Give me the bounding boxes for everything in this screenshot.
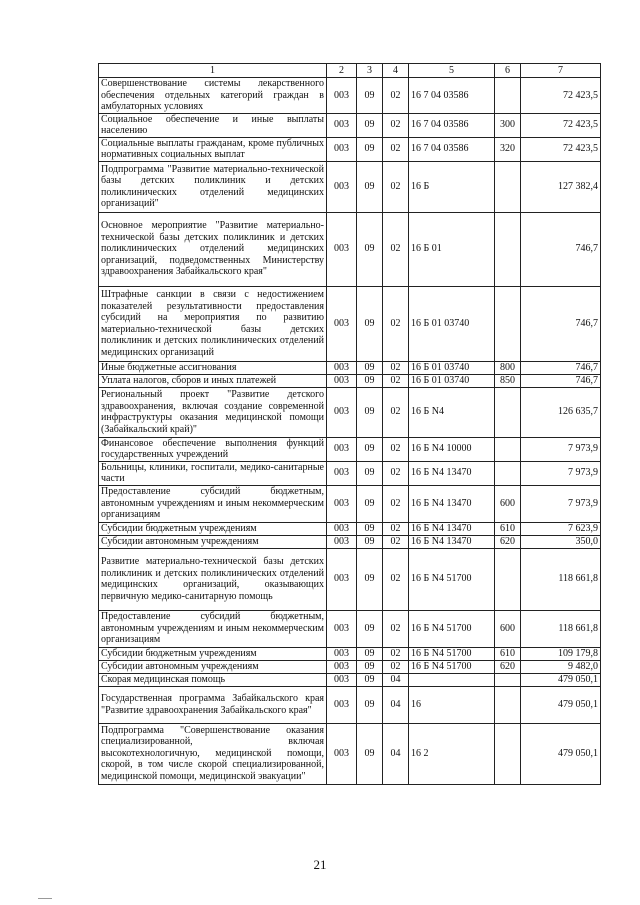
table-body (99, 78, 601, 785)
row-pr: 04 (383, 723, 409, 784)
row-csr: 16 Б 01 03740 (409, 286, 495, 361)
row-vr: 610 (495, 647, 521, 660)
row-vr: 320 (495, 137, 521, 161)
row-rz: 09 (357, 78, 383, 114)
row-vr: 620 (495, 660, 521, 673)
column-header-csr: 5 (409, 64, 495, 78)
row-ved: 003 (327, 673, 357, 686)
row-name: Финансовое обеспечение выполнения функций государственных учреждений (99, 437, 327, 461)
row-sum: 72 423,5 (521, 113, 601, 137)
row-ved: 003 (327, 137, 357, 161)
row-pr: 02 (383, 437, 409, 461)
row-rz: 09 (357, 137, 383, 161)
row-sum: 350,0 (521, 535, 601, 548)
row-sum: 118 661,8 (521, 610, 601, 647)
table-row (99, 137, 601, 161)
row-ved: 003 (327, 686, 357, 723)
row-vr (495, 161, 521, 212)
row-pr: 02 (383, 137, 409, 161)
row-pr: 02 (383, 286, 409, 361)
table-row (99, 161, 601, 212)
row-sum: 7 973,9 (521, 485, 601, 522)
column-header-rz: 3 (357, 64, 383, 78)
table-row (99, 647, 601, 660)
row-name: Штрафные санкции в связи с недостижением показателей результативности предоставления субсидий на мероприятия по развитию материально-технической базы детских поликлиник и детских поликлинических отделений медицинских организаций (99, 286, 327, 361)
row-sum: 7 623,9 (521, 522, 601, 535)
row-pr: 02 (383, 78, 409, 114)
row-pr: 04 (383, 686, 409, 723)
row-ved: 003 (327, 461, 357, 485)
column-header-ved: 2 (327, 64, 357, 78)
scan-mark (38, 898, 52, 899)
row-sum: 7 973,9 (521, 437, 601, 461)
table-row (99, 723, 601, 784)
row-pr: 02 (383, 461, 409, 485)
page-number: 21 (313, 857, 327, 872)
row-name: Субсидии бюджетным учреждениям (99, 647, 327, 660)
row-vr: 620 (495, 535, 521, 548)
row-csr: 16 Б N4 51700 (409, 548, 495, 610)
row-csr: 16 Б N4 13470 (409, 461, 495, 485)
row-csr: 16 Б N4 51700 (409, 610, 495, 647)
row-rz: 09 (357, 212, 383, 286)
row-sum: 746,7 (521, 286, 601, 361)
row-name: Региональный проект "Развитие детского здравоохранения, включая создание современной инфраструктуры оказания медицинской помощи (Забайкальский край)" (99, 387, 327, 437)
row-pr: 02 (383, 361, 409, 374)
row-sum: 9 482,0 (521, 660, 601, 673)
row-rz: 09 (357, 686, 383, 723)
table-row (99, 437, 601, 461)
row-csr: 16 7 04 03586 (409, 137, 495, 161)
row-ved: 003 (327, 361, 357, 374)
row-rz: 09 (357, 660, 383, 673)
row-name: Больницы, клиники, госпитали, медико-санитарные части (99, 461, 327, 485)
row-csr: 16 (409, 686, 495, 723)
row-rz: 09 (357, 374, 383, 387)
row-ved: 003 (327, 610, 357, 647)
row-pr: 04 (383, 673, 409, 686)
row-sum: 72 423,5 (521, 137, 601, 161)
row-csr (409, 673, 495, 686)
row-name: Иные бюджетные ассигнования (99, 361, 327, 374)
row-csr: 16 2 (409, 723, 495, 784)
row-ved: 003 (327, 522, 357, 535)
row-rz: 09 (357, 387, 383, 437)
row-vr (495, 78, 521, 114)
row-rz: 09 (357, 723, 383, 784)
column-header-name: 1 (99, 64, 327, 78)
row-pr: 02 (383, 610, 409, 647)
row-ved: 003 (327, 286, 357, 361)
row-name: Совершенствование системы лекарственного обеспечения отдельных категорий граждан в амбулаторных условиях (99, 78, 327, 114)
row-sum: 127 382,4 (521, 161, 601, 212)
row-vr: 300 (495, 113, 521, 137)
row-csr: 16 7 04 03586 (409, 78, 495, 114)
row-rz: 09 (357, 161, 383, 212)
row-csr: 16 Б 01 03740 (409, 374, 495, 387)
row-rz: 09 (357, 113, 383, 137)
table-row (99, 374, 601, 387)
row-pr: 02 (383, 113, 409, 137)
row-name: Предоставление субсидий бюджетным, автономным учреждениям и иным некоммерческим организациям (99, 610, 327, 647)
row-sum: 479 050,1 (521, 723, 601, 784)
row-ved: 003 (327, 437, 357, 461)
row-sum: 746,7 (521, 212, 601, 286)
row-name: Подпрограмма "Совершенствование оказания специализированной, включая высокотехнологичную, медицинской помощи, скорой, в том числе скорой специализированной, медицинской помощи, медицинской эвакуации" (99, 723, 327, 784)
row-rz: 09 (357, 535, 383, 548)
row-csr: 16 Б N4 10000 (409, 437, 495, 461)
table-row (99, 535, 601, 548)
row-name: Социальные выплаты гражданам, кроме публичных нормативных социальных выплат (99, 137, 327, 161)
row-sum: 479 050,1 (521, 686, 601, 723)
table-row (99, 686, 601, 723)
row-vr: 610 (495, 522, 521, 535)
row-ved: 003 (327, 485, 357, 522)
row-pr: 02 (383, 212, 409, 286)
row-ved: 003 (327, 78, 357, 114)
row-rz: 09 (357, 647, 383, 660)
header-row (99, 64, 601, 78)
row-rz: 09 (357, 361, 383, 374)
row-rz: 09 (357, 548, 383, 610)
row-rz: 09 (357, 437, 383, 461)
row-pr: 02 (383, 387, 409, 437)
row-ved: 003 (327, 113, 357, 137)
row-vr: 600 (495, 610, 521, 647)
row-pr: 02 (383, 522, 409, 535)
table-row (99, 610, 601, 647)
row-sum: 126 635,7 (521, 387, 601, 437)
row-csr: 16 Б N4 51700 (409, 647, 495, 660)
row-vr (495, 212, 521, 286)
table-row (99, 548, 601, 610)
table-row (99, 485, 601, 522)
row-rz: 09 (357, 610, 383, 647)
row-pr: 02 (383, 374, 409, 387)
row-name: Субсидии автономным учреждениям (99, 535, 327, 548)
row-vr (495, 686, 521, 723)
row-name: Субсидии автономным учреждениям (99, 660, 327, 673)
row-name: Государственная программа Забайкальского края "Развитие здравоохранения Забайкальского края" (99, 686, 327, 723)
row-sum: 109 179,8 (521, 647, 601, 660)
row-ved: 003 (327, 387, 357, 437)
row-ved: 003 (327, 161, 357, 212)
table-row (99, 660, 601, 673)
row-csr: 16 7 04 03586 (409, 113, 495, 137)
row-csr: 16 Б N4 (409, 387, 495, 437)
row-sum: 479 050,1 (521, 673, 601, 686)
row-rz: 09 (357, 673, 383, 686)
row-ved: 003 (327, 374, 357, 387)
row-name: Субсидии бюджетным учреждениям (99, 522, 327, 535)
row-pr: 02 (383, 535, 409, 548)
row-pr: 02 (383, 485, 409, 522)
row-name: Скорая медицинская помощь (99, 673, 327, 686)
row-sum: 72 423,5 (521, 78, 601, 114)
row-csr: 16 Б N4 13470 (409, 535, 495, 548)
table-row (99, 461, 601, 485)
table-row (99, 78, 601, 114)
row-name: Уплата налогов, сборов и иных платежей (99, 374, 327, 387)
row-vr: 600 (495, 485, 521, 522)
row-vr (495, 387, 521, 437)
column-header-vr: 6 (495, 64, 521, 78)
row-vr (495, 461, 521, 485)
row-csr: 16 Б N4 13470 (409, 522, 495, 535)
table-row (99, 361, 601, 374)
row-name: Развитие материально-технической базы детских поликлиник и детских поликлинических отделений медицинских организаций, оказывающих первичную медико-санитарную помощь (99, 548, 327, 610)
row-rz: 09 (357, 485, 383, 522)
row-ved: 003 (327, 660, 357, 673)
row-csr: 16 Б N4 13470 (409, 485, 495, 522)
row-vr (495, 286, 521, 361)
row-sum: 746,7 (521, 361, 601, 374)
budget-table (98, 63, 601, 785)
row-rz: 09 (357, 461, 383, 485)
table-header (99, 64, 601, 78)
row-vr: 800 (495, 361, 521, 374)
row-sum: 7 973,9 (521, 461, 601, 485)
table-row (99, 673, 601, 686)
row-sum: 118 661,8 (521, 548, 601, 610)
row-csr: 16 Б 01 (409, 212, 495, 286)
row-ved: 003 (327, 723, 357, 784)
row-vr: 850 (495, 374, 521, 387)
row-name: Подпрограмма "Развитие материально-технической базы детских поликлиник и детских поликлинических отделений медицинских организаций" (99, 161, 327, 212)
row-vr (495, 437, 521, 461)
table-row (99, 387, 601, 437)
row-sum: 746,7 (521, 374, 601, 387)
row-vr (495, 673, 521, 686)
row-name: Основное мероприятие "Развитие материально-технической базы детских поликлиник и детских поликлинических отделений медицинских организаций, подведомственных Министерству здравоохранения Забайкальского края" (99, 212, 327, 286)
row-vr (495, 723, 521, 784)
column-header-pr: 4 (383, 64, 409, 78)
table-row (99, 522, 601, 535)
row-csr: 16 Б N4 51700 (409, 660, 495, 673)
column-header-sum: 7 (521, 64, 601, 78)
row-pr: 02 (383, 660, 409, 673)
row-ved: 003 (327, 647, 357, 660)
row-rz: 09 (357, 286, 383, 361)
table-row (99, 286, 601, 361)
row-name: Предоставление субсидий бюджетным, автономным учреждениям и иным некоммерческим организациям (99, 485, 327, 522)
row-csr: 16 Б 01 03740 (409, 361, 495, 374)
table-row (99, 212, 601, 286)
row-pr: 02 (383, 161, 409, 212)
row-pr: 02 (383, 647, 409, 660)
row-pr: 02 (383, 548, 409, 610)
row-name: Социальное обеспечение и иные выплаты населению (99, 113, 327, 137)
row-ved: 003 (327, 535, 357, 548)
row-csr: 16 Б (409, 161, 495, 212)
row-rz: 09 (357, 522, 383, 535)
row-vr (495, 548, 521, 610)
row-ved: 003 (327, 212, 357, 286)
table-row (99, 113, 601, 137)
row-ved: 003 (327, 548, 357, 610)
